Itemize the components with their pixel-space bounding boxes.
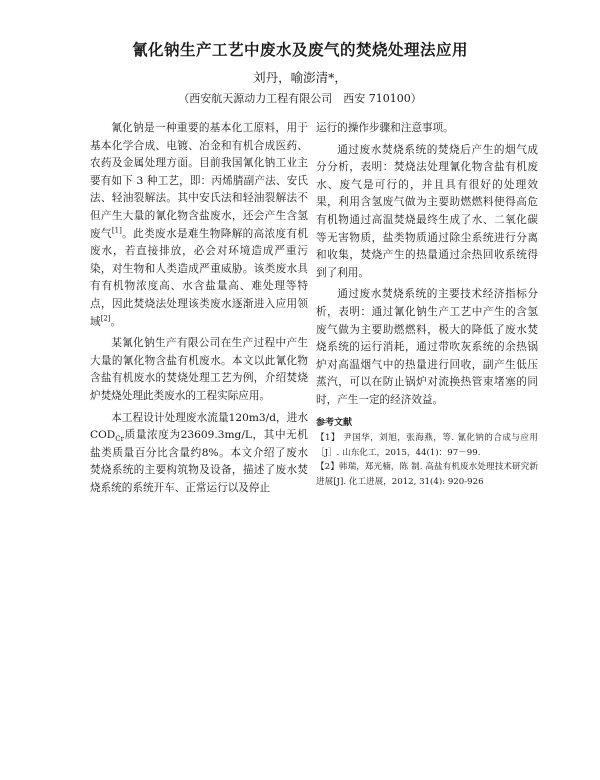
left-column: [90, 120, 308, 501]
paragraph-text: 。此类废水是难生物降解的高浓度有机废水，若直接排放，必会对环境造成严重污染，对生物和人类造成严重威胁。该类废水具有有机物浓度高、水含盐量高、难处理等特点，因此焚烧法处理该类废水逐渐进入应用领域: [90, 227, 309, 328]
citation: [1]: [111, 226, 122, 235]
body-paragraph: 通过废水焚烧系统的焚烧后产生的烟气成分分析，表明：焚烧法处理氰化物含盐有机废水、废气是可行的，并且具有很好的处理效果，利用含氢废气做为主要助燃燃料使得高危有机物通过高温焚烧最终生成了水、二氧化碳等无害物质，盐类物质通过除尘系统进行分离和收集，焚烧产生的热量通过余热回收系统得到了利用。: [316, 143, 538, 279]
body-paragraph-continued: 运行的操作步骤和注意事项。: [316, 122, 454, 134]
body-paragraph: 某氰化钠生产有限公司在生产过程中产生大量的氰化物含盐有机废水。本文以此氰化物含盐有机废水的焚烧处理工艺为例，介绍焚烧炉焚烧处理此类废水的工程实际应用。: [90, 337, 308, 402]
references-heading: 参考文献: [316, 417, 353, 428]
reference-item: 【2】韩瑞，郑光楠，陈 制. 高盐有机废水处理技术研究新进展[J]. 化工进展，2012, 31(4): 920-926: [316, 462, 538, 487]
body-paragraph: 通过废水焚烧系统的主要技术经济指标分析，表明：通过氰化钠生产工艺中产生的含氢废气做为主要助燃燃料，极大的降低了废水焚烧系统的运行消耗，通过带吹灰系统的余热锅炉对高温烟气中的热量进行回收，副产生低压蒸汽，可以在防止锅炉对流换热管束堵塞的同时，产生一定的经济效益。: [316, 288, 538, 406]
affiliation: （西安航天源动力工程有限公司 西安 710100）: [178, 92, 422, 105]
reference-item: 【1】 尹国华，刘旭，张海燕，等. 氰化钠的合成与应用［J］. 山东化工，2015，44(1)：97－99.: [316, 433, 538, 458]
paragraph-text: 本工程设计处理废水流量120m3/d，进水COD: [90, 411, 308, 442]
paper-title: 氰化钠生产工艺中废水及废气的焚烧处理法应用: [131, 41, 468, 59]
citation: [2]: [100, 314, 111, 322]
body-paragraph: [90, 410, 308, 498]
body-paragraph: [90, 120, 308, 331]
subscript: Cr: [115, 435, 124, 444]
right-column: [316, 120, 538, 489]
paragraph-text: 。: [110, 315, 122, 328]
paragraph-text: 质量浓度为23609.3mg/L，其中无机盐类质量百分比含量约8%。本文介绍了废水焚烧系统的主要构筑物及设备，描述了废水焚烧系统的系统开车、正常运行以及停止: [90, 429, 308, 494]
paragraph-text: 氰化钠是一种重要的基本化工原料，用于基本化学合成、电镀、冶金和有机合成医药、农药及金属处理方面。目前我国氰化钠工业主要有如下 3 种工艺，即：丙烯腈副产法、安氏法、轻油裂解法。其中安氏法和轻油裂解法不但产生大量的氰化物含盐废水，还会产生含氢废气: [90, 122, 308, 240]
references: [316, 416, 538, 490]
authors: 刘丹，喻澎清*，: [253, 70, 347, 85]
